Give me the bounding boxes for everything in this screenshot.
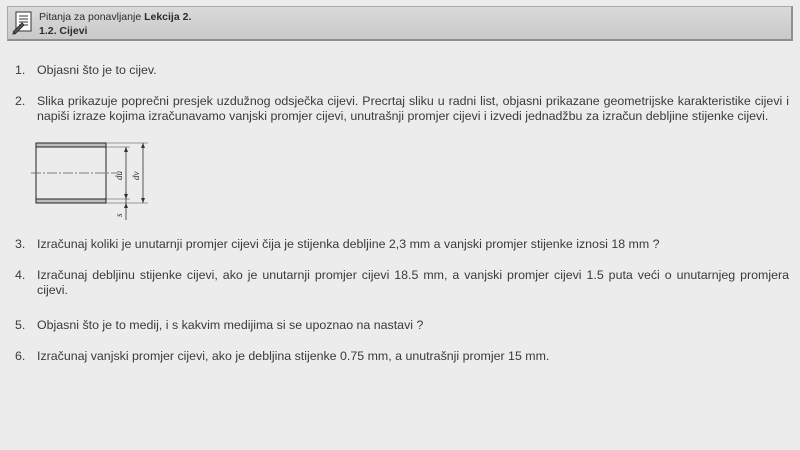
question-number: 6. [15, 349, 26, 363]
header-lesson: Lekcija 2. [144, 11, 192, 23]
lesson-header [7, 6, 793, 41]
question-text: Izračunaj vanjski promjer cijevi, ako je debljina stijenke 0.75 mm, a unutrašnji promjer 15 mm. [37, 349, 550, 363]
pipe-top-wall [36, 143, 106, 147]
document-edit-icon [12, 11, 34, 35]
pipe-cross-section-figure [30, 140, 160, 225]
question-number: 4. [15, 268, 26, 282]
question-number: 3. [15, 237, 26, 251]
question-text: Slika prikazuje poprečni presjek uzdužnog odsječka cijevi. Precrtaj sliku u radni list, objasni prikazane geometrijske karakteristike cijevi i napiši izraze kojima izračunavamo vanjski promjer cijevi, unutrašnji promjer cijevi i izvedi jednadžbu za izračun debljine stijenke cijevi. [37, 94, 789, 123]
header-prefix: Pitanja za ponavljanje [39, 11, 145, 23]
question-text: Objasni što je to cijev. [37, 63, 157, 77]
question-text: Objasni što je to medij, i s kakvim medijima si se upoznao na nastavi ? [37, 318, 424, 332]
header-title [39, 11, 191, 23]
question-number: 5. [15, 318, 26, 332]
outer-diameter-label: dv [131, 171, 141, 180]
question-number: 2. [15, 94, 26, 108]
header-subtitle: 1.2. Cijevi [39, 25, 88, 37]
question-number: 1. [15, 63, 26, 77]
inner-diameter-label: du [114, 171, 124, 180]
pipe-bottom-wall [36, 199, 106, 203]
question-text: Izračunaj koliki je unutarnji promjer cijevi čija je stijenka debljine 2,3 mm a vanjski promjer stijenke iznosi 18 mm ? [37, 237, 660, 251]
question-text: Izračunaj debljinu stijenke cijevi, ako je unutarnji promjer cijevi 18.5 mm, a vanjski promjer cijevi 1.5 puta veći o unutarnjeg promjera cijevi. [37, 268, 789, 297]
wall-thickness-label: s [114, 213, 124, 217]
